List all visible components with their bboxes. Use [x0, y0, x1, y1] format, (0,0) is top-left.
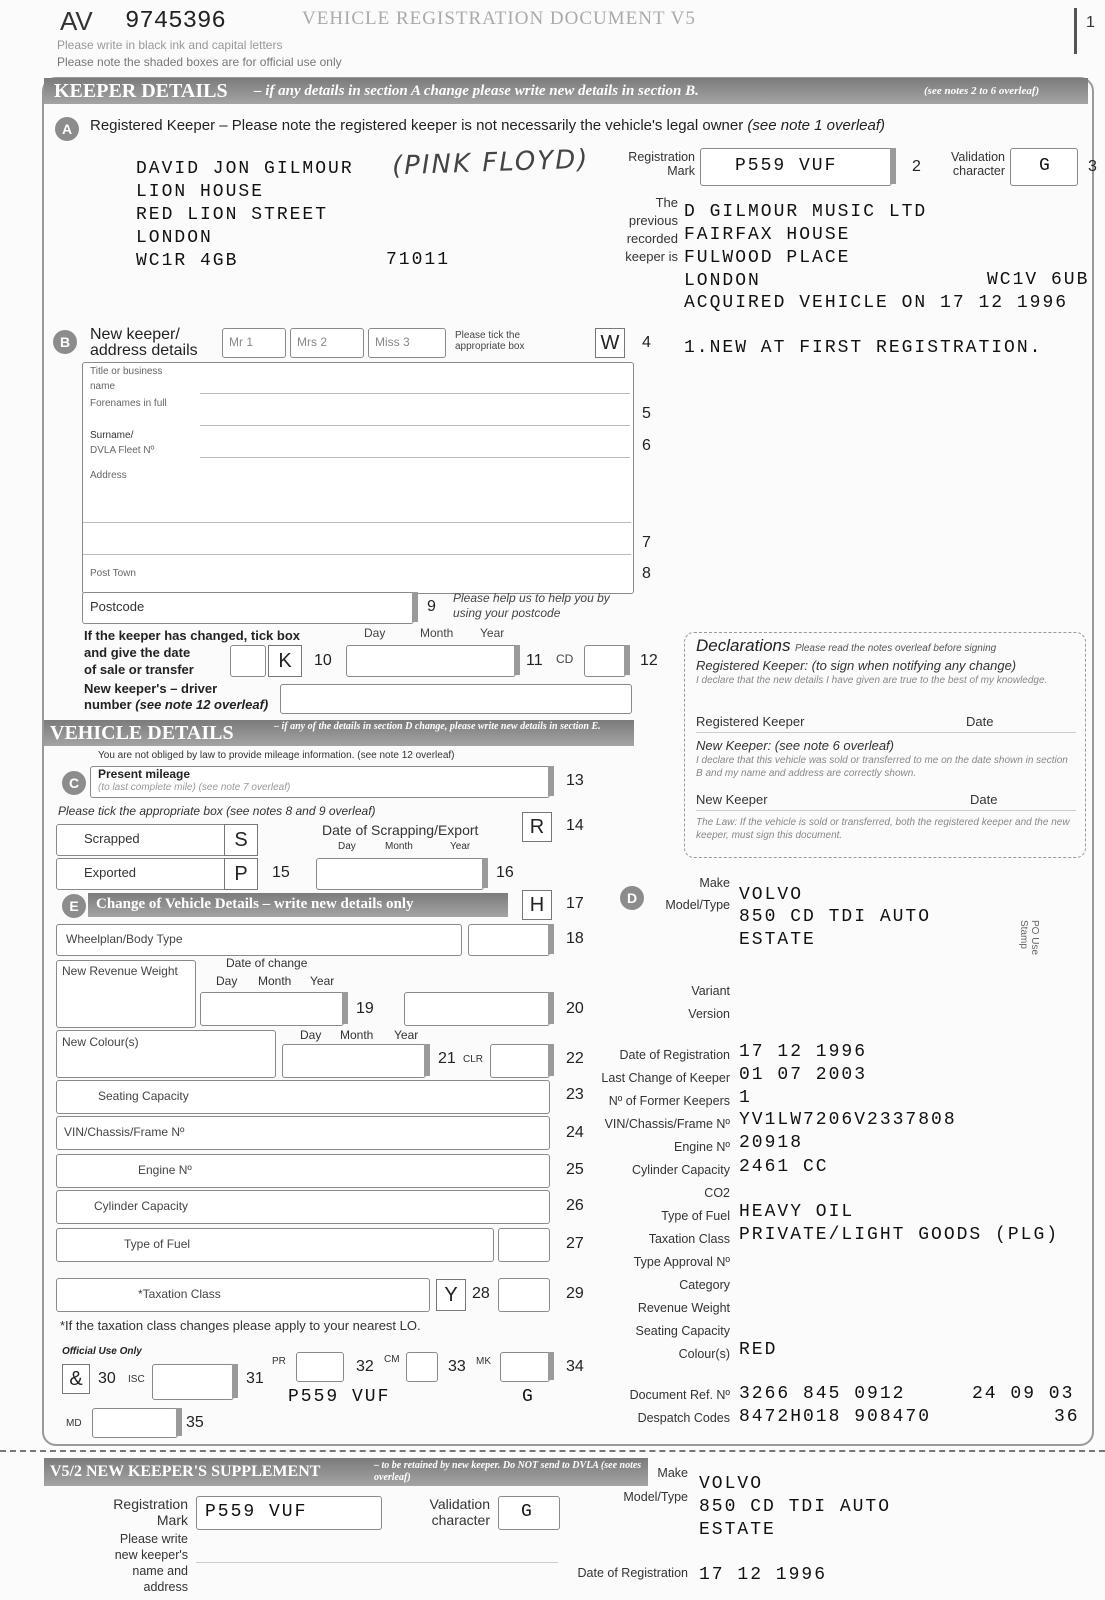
change-day-label: Day [216, 974, 238, 988]
engine-number: 20918 [739, 1133, 804, 1153]
law-note: The Law: If the vehicle is sold or transferred, both the registered keeper and the new keeper, must sign this document. [696, 817, 1070, 841]
isc-box [152, 1364, 234, 1400]
fuel-type-label: Type of Fuel [124, 1237, 191, 1251]
reg-keeper-declaration: I declare that the new details I have given are true to the best of my knowledge. [696, 675, 1048, 686]
section-a-text: Registered Keeper – Please note the registered keeper is not necessarily the vehicle's legal owner [90, 117, 744, 134]
field-number-25: 25 [566, 1161, 584, 1178]
page-number: 1 [1086, 14, 1095, 31]
supplement-write-label-2: new keeper's [114, 1548, 188, 1562]
field-number-21: 21 [438, 1050, 456, 1067]
validation-label-2: character [952, 164, 1005, 178]
declarations-heading-note: Please read the notes overleaf before signing [794, 643, 997, 654]
keeper-line: RED LION STREET [136, 205, 329, 225]
fleet-label-text: DVLA Fleet Nº [90, 445, 155, 456]
cd-shade [624, 645, 630, 675]
postcode-shade [412, 592, 418, 622]
document-date: 24 09 03 [972, 1384, 1075, 1404]
wheelplan-code [468, 924, 550, 956]
ampersand-box: & [62, 1364, 90, 1394]
field-number-8: 8 [642, 565, 651, 582]
previous-keeper-label-4: keeper is [625, 249, 678, 264]
exported-label: Exported [84, 865, 137, 880]
date-of-change-label: Date of change [226, 956, 308, 970]
taxation-class-input[interactable] [56, 1278, 430, 1312]
wheelplan-label: Wheelplan/Body Type [66, 932, 183, 946]
registered-keeper-date-label: Date [966, 714, 994, 729]
mr-label: Mr 1 [229, 335, 253, 349]
official-validation-char: G [522, 1387, 535, 1407]
cd-label: CD [556, 652, 574, 666]
field-number-17: 17 [566, 895, 584, 912]
field-number-35: 35 [186, 1414, 204, 1431]
new-keeper-declaration: I declare that this vehicle was sold or transferred to me on the date shown in section B and my name and address are correctly shown. [696, 755, 1068, 779]
driver-number-label [84, 681, 268, 713]
engine-number-input[interactable] [56, 1154, 550, 1188]
k-box: K [268, 645, 302, 677]
new-keeper-declaration-title: New Keeper: (see note 6 overleaf) [696, 738, 894, 753]
make-label: Make [699, 876, 730, 890]
supplement-make: VOLVO [699, 1474, 764, 1494]
keeper-line: LION HOUSE [136, 182, 265, 202]
supplement-validation-char: G [521, 1502, 534, 1522]
field-number-2: 2 [912, 158, 921, 175]
field-number-9: 9 [427, 598, 436, 615]
version-label: Version [688, 1007, 730, 1021]
address-input-1[interactable] [83, 492, 631, 523]
new-keeper-signature-label: New Keeper [696, 792, 768, 807]
mrs-label: Mrs 2 [297, 335, 327, 349]
address-label: Address [90, 470, 127, 481]
registration-mark: P559 VUF [735, 156, 838, 176]
supplement-reg-box [196, 1496, 382, 1530]
supplement-address-line-1[interactable] [196, 1562, 558, 1563]
h-box: H [522, 890, 552, 920]
field-number-7: 7 [642, 534, 651, 551]
mk-box [500, 1352, 550, 1382]
field-number-26: 26 [566, 1197, 584, 1214]
s-box: S [224, 824, 258, 856]
declarations-heading: Declarations [696, 636, 791, 655]
vehicle-banner-title: VEHICLE DETAILS [50, 722, 234, 744]
last-change-date: 01 07 2003 [739, 1065, 868, 1085]
keeper-line: DAVID JON GILMOUR [136, 159, 354, 179]
driver-number-label-2: number [84, 697, 132, 712]
field-number-22: 22 [566, 1050, 584, 1067]
taxation-class-label: *Taxation Class [138, 1287, 221, 1301]
colour-date-shade [424, 1044, 430, 1076]
supplement-validation-label-1: Validation [429, 1496, 490, 1512]
change-year-label: Year [310, 974, 335, 988]
former-keepers-label: Nº of Former Keepers [608, 1094, 730, 1108]
year-label: Year [480, 626, 505, 640]
field-number-10: 10 [314, 652, 332, 669]
validation-character: G [1039, 156, 1052, 176]
previous-keeper-label [600, 194, 678, 266]
supplement-write-label [80, 1531, 188, 1595]
mileage-label [98, 767, 290, 795]
tick-note: Please tick the appropriate box [455, 330, 525, 352]
fuel-code [498, 1228, 550, 1262]
seating-capacity-label: Seating Capacity [98, 1089, 189, 1103]
vehicle-model-1: 850 CD TDI AUTO [739, 907, 932, 927]
colour-date-input[interactable] [282, 1044, 426, 1078]
field-number-32: 32 [356, 1358, 374, 1375]
field-number-16: 16 [496, 864, 514, 881]
exported-option[interactable] [56, 858, 234, 890]
mk-shade [548, 1352, 554, 1380]
taxation-note: *If the taxation class changes please apply to your nearest LO. [60, 1318, 421, 1333]
revenue-shade [548, 992, 554, 1024]
supplement-write-label-3: name and [132, 1564, 188, 1578]
new-at-first-registration: 1.NEW AT FIRST REGISTRATION. [684, 338, 1043, 358]
mileage-note: You are not obliged by law to provide mileage information. (see note 12 overleaf) [98, 750, 455, 761]
address-input-2[interactable] [83, 524, 631, 555]
keeper-banner-title: KEEPER DETAILS [54, 80, 228, 102]
keeper-changed-2: and give the date [84, 645, 191, 660]
tax-info-label: Taxation Class [648, 1232, 730, 1246]
previous-keeper-postcode: WC1V 6UB [987, 270, 1090, 290]
previous-keeper-address [684, 201, 927, 293]
previous-keeper-label-2: previous [628, 213, 678, 228]
cd-box [584, 645, 626, 677]
serial-prefix: AV [60, 6, 93, 36]
change-details-banner [88, 893, 508, 917]
keeper-banner-note: (see notes 2 to 6 overleaf) [924, 85, 1040, 97]
new-keeper-date-label: Date [970, 792, 998, 807]
mr-option[interactable] [222, 328, 286, 358]
field-number-27: 27 [566, 1235, 584, 1252]
despatch-codes: 8472H018 908470 [739, 1407, 932, 1427]
official-use-title: Official Use Only [62, 1346, 142, 1357]
edge-mark [1074, 8, 1077, 54]
field-number-34: 34 [566, 1358, 584, 1375]
forenames-input[interactable] [200, 395, 630, 426]
section-a-note: (see note 1 overleaf) [747, 117, 885, 134]
engine-number-label: Engine Nº [138, 1163, 192, 1177]
clr-shade [548, 1044, 554, 1076]
official-reg-mark: P559 VUF [288, 1387, 391, 1407]
engine-info-label: Engine Nº [674, 1140, 730, 1154]
title-business-input[interactable] [200, 363, 630, 394]
revenue-weight-code [404, 992, 550, 1026]
colour-month-label: Month [340, 1028, 374, 1042]
field-number-20: 20 [566, 1000, 584, 1017]
vin-number: YV1LW7206V2337808 [739, 1110, 957, 1130]
miss-option[interactable] [368, 328, 446, 358]
clr-label: CLR [463, 1054, 484, 1065]
section-d-marker: D [620, 886, 644, 910]
revenue-weight-label: New Revenue Weight [62, 964, 178, 978]
supplement-reg-date: 17 12 1996 [699, 1565, 828, 1585]
new-keeper-title-1: New keeper/ [90, 326, 180, 343]
reg-mark-label-2: Mark [667, 164, 695, 178]
fuel-type: HEAVY OIL [739, 1202, 855, 1222]
previous-keeper-label-3: recorded [626, 231, 678, 246]
cylinder-info-label: Cylinder Capacity [632, 1163, 730, 1177]
registered-keeper-signature-line[interactable] [696, 732, 1076, 733]
surname-label-text: Surname/ [90, 430, 134, 441]
day-label: Day [364, 626, 386, 640]
scrap-date-shade [482, 858, 488, 888]
cylinder-capacity-label: Cylinder Capacity [94, 1199, 189, 1213]
supplement-banner-subtitle: – to be retained by new keeper. Do NOT send to DVLA (see notes overleaf) [374, 1460, 642, 1483]
driver-number-label-1: New keeper's – driver [84, 681, 218, 696]
md-shade [176, 1408, 182, 1436]
surname-input[interactable] [200, 427, 630, 458]
validation-character-box [1010, 148, 1078, 186]
supplement-validation-label [410, 1496, 490, 1528]
change-details-title: Change of Vehicle Details – write new details only [96, 896, 414, 912]
mk-label: MK [476, 1356, 491, 1367]
co2-label: CO2 [704, 1186, 730, 1200]
isc-shade [232, 1364, 238, 1398]
reg-mark-label [600, 150, 695, 178]
registered-keeper-signature-label: Registered Keeper [696, 714, 805, 729]
field-number-5: 5 [642, 405, 651, 422]
reg-mark-label-1: Registration [628, 150, 695, 164]
keeper-banner-subtitle: – if any details in section A change please write new details in section B. [254, 83, 699, 99]
scrapped-label: Scrapped [84, 831, 140, 846]
supplement-banner [44, 1458, 648, 1486]
clr-box [490, 1044, 550, 1078]
post-town-label: Post Town [90, 568, 136, 579]
w-box: W [595, 328, 625, 358]
seating-info-label: Seating Capacity [635, 1324, 730, 1338]
supplement-reg-label [90, 1496, 188, 1528]
supplement-make-label: Make [657, 1466, 688, 1480]
previous-keeper-line: FAIRFAX HOUSE [684, 225, 851, 245]
sale-date-shade [514, 645, 520, 675]
variant-label: Variant [691, 984, 730, 998]
registration-mark-box [700, 148, 892, 186]
pr-label: PR [272, 1356, 286, 1367]
model-label: Model/Type [665, 898, 730, 912]
field-number-13: 13 [566, 772, 584, 789]
reg-shade [890, 148, 896, 184]
field-number-24: 24 [566, 1124, 584, 1141]
fuel-type-input[interactable] [56, 1228, 494, 1262]
scrap-month-label: Month [385, 841, 413, 852]
vin-label: VIN/Chassis/Frame Nº [64, 1125, 185, 1139]
change-month-label: Month [258, 974, 292, 988]
colour-day-label: Day [300, 1028, 322, 1042]
supplement-banner-title: V5/2 NEW KEEPER'S SUPPLEMENT [50, 1463, 321, 1480]
change-date-input[interactable] [200, 992, 344, 1026]
field-number-19: 19 [356, 1000, 374, 1017]
reg-keeper-declaration-title: Registered Keeper: (to sign when notifying any change) [696, 658, 1017, 673]
new-keeper-title-2: address details [90, 342, 198, 359]
new-colour-label: New Colour(s) [62, 1035, 139, 1049]
title-business-label: Title or business name [90, 366, 163, 392]
document-reference: 3266 845 0912 [739, 1384, 906, 1404]
supplement-validation-box [498, 1496, 560, 1530]
registered-keeper-address [136, 158, 354, 273]
supplement-model-2: ESTATE [699, 1520, 776, 1540]
mileage-shade [548, 766, 554, 796]
field-number-4: 4 [642, 334, 651, 351]
field-number-14: 14 [566, 817, 584, 834]
wheelplan-shade [548, 924, 554, 954]
keeper-line: LONDON [136, 228, 213, 248]
supplement-model-1: 850 CD TDI AUTO [699, 1497, 892, 1517]
supplement-write-label-1: Please write [119, 1532, 188, 1546]
reg-date-label: Date of Registration [619, 1048, 730, 1062]
section-c-marker: C [62, 771, 86, 795]
y-box: Y [436, 1279, 466, 1311]
supplement-reg-label-2: Mark [156, 1512, 188, 1528]
field-number-6: 6 [642, 437, 651, 454]
section-a-heading [90, 117, 885, 134]
doc-ref-label: Document Ref. Nº [629, 1388, 730, 1402]
supplement-reg-label-1: Registration [113, 1496, 188, 1512]
r-box: R [522, 812, 552, 842]
section-a-marker: A [55, 117, 79, 141]
instruction-shaded: Please note the shaded boxes are for official use only [57, 55, 342, 69]
field-number-23: 23 [566, 1086, 584, 1103]
driver-number-input[interactable] [280, 684, 632, 714]
handwritten-annotation: (PINK FLOYD) [391, 144, 590, 182]
surname-label [90, 428, 154, 458]
keeper-changed-3: of sale or transfer [84, 662, 194, 677]
revenue-weight-info-label: Revenue Weight [637, 1301, 730, 1315]
cm-label: CM [384, 1354, 400, 1365]
scrap-date-label: Date of Scrapping/Export [322, 822, 479, 838]
tick-changed-box[interactable] [230, 645, 266, 677]
despatch-number: 36 [1054, 1407, 1080, 1427]
vehicle-make: VOLVO [739, 885, 804, 905]
section-e-marker: E [62, 894, 86, 918]
p-box: P [224, 858, 258, 890]
pr-box [296, 1352, 344, 1382]
po-use-stamp: PO Use Stamp [1018, 920, 1040, 956]
reg-date: 17 12 1996 [739, 1042, 868, 1062]
field-number-31: 31 [246, 1370, 264, 1387]
vehicle-details-banner [44, 720, 634, 746]
scrapped-option[interactable] [56, 824, 234, 856]
validation-label [935, 150, 1005, 178]
previous-keeper-line: D GILMOUR MUSIC LTD [684, 202, 928, 222]
supplement-reg-date-label: Date of Registration [577, 1566, 688, 1580]
keeper-line: WC1R 4GB [136, 251, 239, 271]
field-number-28: 28 [472, 1285, 490, 1302]
field-number-33: 33 [448, 1358, 466, 1375]
scrap-export-date-input[interactable] [316, 858, 484, 890]
driver-number-note: (see note 12 overleaf) [135, 697, 269, 712]
mrs-option[interactable] [290, 328, 364, 358]
md-label: MD [66, 1418, 82, 1429]
category-label: Category [679, 1278, 730, 1292]
vin-info-label: VIN/Chassis/Frame Nº [604, 1117, 730, 1131]
scrap-year-label: Year [450, 841, 471, 852]
mileage-label-2: (to last complete mile) (see note 7 overleaf) [98, 782, 291, 793]
month-label: Month [420, 626, 454, 640]
tear-line [0, 1450, 1105, 1452]
field-number-18: 18 [566, 930, 584, 947]
keeper-changed-1: If the keeper has changed, tick box [84, 628, 301, 643]
isc-label: ISC [128, 1374, 145, 1385]
field-number-12: 12 [640, 652, 658, 669]
new-keeper-signature-line[interactable] [696, 810, 1076, 811]
vehicle-banner-subtitle: – if any of the details in section D change, please write new details in section E. [274, 721, 601, 732]
supplement-write-label-4: address [143, 1580, 188, 1594]
acquired-vehicle-line: ACQUIRED VEHICLE ON 17 12 1996 [684, 293, 1069, 313]
cm-box [406, 1352, 438, 1382]
former-keepers: 1 [739, 1088, 752, 1108]
field-number-29: 29 [566, 1285, 584, 1302]
sale-date-input[interactable] [346, 645, 516, 677]
postcode-help: Please help us to help you by using your postcode [453, 591, 610, 620]
cylinder-capacity: 2461 CC [739, 1157, 829, 1177]
serial-number: 9745396 [125, 8, 226, 35]
fuel-info-label: Type of Fuel [661, 1209, 730, 1223]
validation-label-1: Validation [951, 150, 1005, 164]
forenames-label: Forenames in full [90, 398, 167, 409]
instruction-ink: Please write in black ink and capital letters [57, 38, 283, 52]
mileage-label-1: Present mileage [98, 767, 191, 781]
type-approval-label: Type Approval Nº [633, 1255, 730, 1269]
change-date-shade [342, 992, 348, 1024]
supplement-model-label: Model/Type [623, 1490, 688, 1504]
new-keeper-title [90, 327, 198, 359]
taxation-class: PRIVATE/LIGHT GOODS (PLG) [739, 1225, 1060, 1245]
previous-keeper-line: LONDON [684, 271, 761, 291]
scrap-day-label: Day [338, 841, 356, 852]
despatch-label: Despatch Codes [637, 1411, 730, 1425]
previous-keeper-line: FULWOOD PLACE [684, 248, 851, 268]
colour-info-label: Colour(s) [678, 1347, 730, 1361]
last-change-label: Last Change of Keeper [601, 1071, 730, 1085]
colour-year-label: Year [394, 1028, 419, 1042]
field-number-3: 3 [1088, 158, 1097, 175]
section-b-marker: B [53, 330, 77, 354]
declarations-title [696, 636, 996, 656]
previous-keeper-label-1: The [655, 195, 678, 210]
miss-label: Miss 3 [375, 335, 410, 349]
taxation-code [498, 1278, 550, 1312]
field-number-15: 15 [272, 864, 290, 881]
vehicle-colour: RED [739, 1340, 778, 1360]
vehicle-model-2: ESTATE [739, 930, 816, 950]
supplement-validation-label-2: character [431, 1512, 490, 1528]
postcode-label: Postcode [90, 599, 145, 614]
field-number-11: 11 [526, 652, 543, 669]
tick-appropriate-note: Please tick the appropriate box (see notes 8 and 9 overleaf) [58, 804, 376, 818]
field-number-30: 30 [98, 1370, 116, 1387]
keeper-code: 71011 [386, 250, 451, 270]
document-title: VEHICLE REGISTRATION DOCUMENT V5 [302, 8, 696, 29]
supplement-reg-mark: P559 VUF [205, 1502, 308, 1522]
md-box [92, 1408, 178, 1438]
keeper-details-banner [44, 78, 1088, 104]
